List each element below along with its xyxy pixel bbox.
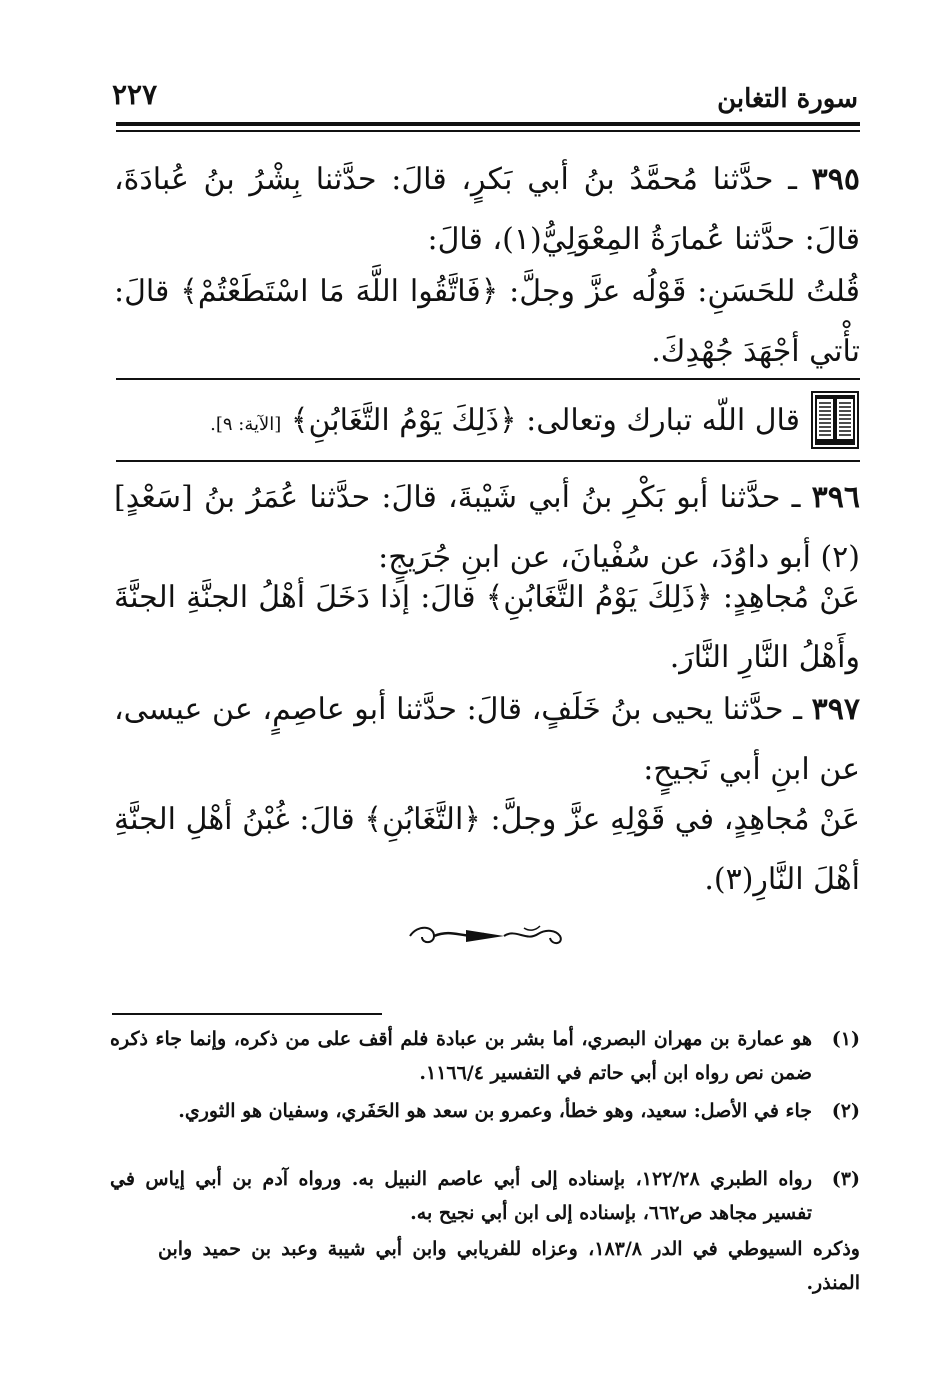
section-heading xyxy=(110,398,800,448)
footnote-1-number: (١) xyxy=(831,1028,860,1050)
hadith-396-matn: عَنْ مُجاهِدٍ: ﴿ذَلِكَ يَوْمُ التَّغَابُنِ﴾ قالَ: إذا دَخَلَ أهْلُ الجنَّةِ الجنَّةَ وأَهْلُ النَّارِ النَّارَ. xyxy=(114,580,860,675)
header-rule-thin xyxy=(116,130,860,132)
footnote-3-number: (٣) xyxy=(831,1168,860,1190)
footnote-3-continuation-text: وذكره السيوطي في الدر ١٨٣/٨، وعزاه للفريابي وابن أبي شيبة وعبد بن حميد وابن المنذر. xyxy=(158,1238,860,1294)
footnote-3 xyxy=(110,1162,860,1230)
running-header-surah-title: سورة التغابن xyxy=(717,84,858,114)
section-heading-text: قال اللّه تبارك وتعالى: ﴿ذَلِكَ يَوْمُ التَّغَابُنِ﴾ xyxy=(290,403,800,438)
footnote-1-text: هو عمارة بن مهران البصري، أما بشر بن عبادة فلم أقف على من ذكره، وإنما جاء ذكره ضمن نص رواه ابن أبي حاتم في التفسير ١١٦٦/٤. xyxy=(110,1028,812,1084)
hadith-396-number: ٣٩٦ xyxy=(811,480,860,515)
hadith-397-number: ٣٩٧ xyxy=(811,692,860,727)
footnote-1 xyxy=(110,1022,860,1090)
hadith-397-isnad-text: ـ حدَّثنا يحيى بنُ خَلَفٍ، قالَ: حدَّثنا أبو عاصِمٍ، عن عيسى، عن ابنِ أبي نَجيحٍ: xyxy=(114,692,860,787)
page-number: ٢٢٧ xyxy=(112,78,158,111)
section-rule-top xyxy=(116,378,860,380)
footnote-3-text: رواه الطبري ١٢٢/٢٨، بإسناده إلى أبي عاصم النبيل به. ورواه آدم بن أبي إياس في تفسير مجاهد ص٦٦٢، بإسناده إلى ابن أبي نجيح به. xyxy=(110,1168,812,1224)
hadith-395-isnad-text: ـ حدَّثنا مُحمَّدُ بنُ أبي بَكرٍ، قالَ: حدَّثنا بِشْرُ بنُ عُبادَةَ، قالَ: حدَّثنا عُمارَةُ المِعْوَلِيُّ(١)، قالَ: xyxy=(114,162,860,257)
hadith-396-isnad-text: ـ حدَّثنا أبو بَكْرِ بنُ أبي شَيْبةَ، قالَ: حدَّثنا عُمَرُ بنُ [سَعْدٍ](٢) أبو داوُدَ، عن سُفْيانَ، عن ابنِ جُرَيجٍ: xyxy=(114,480,860,575)
footnote-2-number: (٢) xyxy=(831,1100,860,1122)
hadith-395-number: ٣٩٥ xyxy=(811,162,860,197)
footnote-2-text: جاء في الأصل: سعيد، وهو خطأ، وعمرو بن سعد هو الحَفَري، وسفيان هو الثوري. xyxy=(178,1100,812,1122)
ornament-divider xyxy=(404,918,574,952)
ayah-reference: [الآية: ٩]. xyxy=(210,414,282,435)
footnote-rule xyxy=(112,1013,382,1015)
footnote-3-continuation xyxy=(158,1232,860,1300)
hadith-395-isnad xyxy=(114,150,860,270)
hadith-397-matn: عَنْ مُجاهِدٍ، في قَوْلِهِ عزَّ وجلَّ: ﴿التَّغَابُنِ﴾ قالَ: غُبْنُ أهْلِ الجنَّةِ أهْلَ النَّارِ(٣). xyxy=(114,802,860,897)
header-rule-thick xyxy=(116,122,860,126)
footnote-2 xyxy=(110,1094,860,1128)
hadith-397-isnad xyxy=(114,680,860,800)
section-rule-bottom xyxy=(116,460,860,462)
open-book-icon xyxy=(810,382,860,458)
hadith-395-matn: قُلتُ للحَسَنِ: قَوْلُه عزَّ وجلَّ: ﴿فَاتَّقُوا اللَّهَ مَا اسْتَطَعْتُمْ﴾ قالَ: تأْتي أجْهَدَ جُهْدِكَ. xyxy=(114,274,860,369)
